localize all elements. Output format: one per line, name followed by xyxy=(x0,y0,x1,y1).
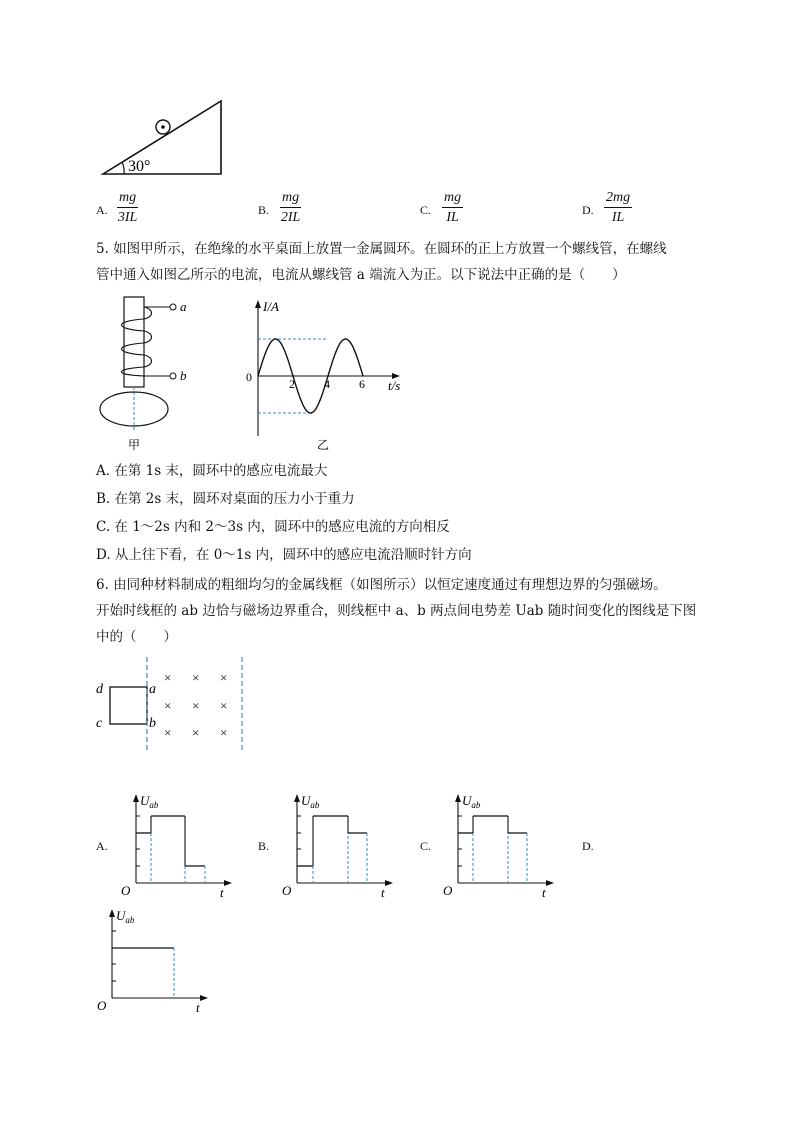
q4-option-c-denominator: IL xyxy=(446,210,459,225)
solenoid-core xyxy=(124,297,144,387)
t-axis-label: t xyxy=(220,885,224,900)
q5-option-c[interactable]: C. 在 1～2s 内和 2～3s 内，圆环中的感应电流的方向相反 xyxy=(96,519,450,535)
label-b: b xyxy=(149,716,156,731)
field-cross: × xyxy=(220,725,228,740)
terminal-a xyxy=(170,304,176,310)
q6-stem-line1: 6. 由同种材料制成的粗细均匀的金属线框（如图所示）以恒定速度通过有理想边界的匀强磁场。 xyxy=(96,577,667,593)
q5-stem-line1: 5. 如图甲所示，在绝缘的水平桌面上放置一金属圆环。在圆环的正上方放置一个螺线管，在螺线 xyxy=(96,241,667,257)
t-axis-arrow xyxy=(385,880,393,886)
q4-option-d-fraction xyxy=(604,190,632,226)
field-cross: × xyxy=(164,698,172,713)
u-axis-arrow xyxy=(455,794,461,802)
q4-option-c-letter: C. xyxy=(420,203,432,217)
q6-option-d-letter: D. xyxy=(582,839,594,853)
u-axis-arrow xyxy=(294,794,300,802)
current-out-dot xyxy=(161,125,165,129)
square-frame xyxy=(110,687,147,724)
graph-c xyxy=(438,790,558,900)
caption-yi: 乙 xyxy=(317,438,330,452)
field-cross: × xyxy=(220,670,228,685)
q4-option-b-fraction xyxy=(280,190,301,226)
field-cross: × xyxy=(164,670,172,685)
q5-option-d[interactable]: D. 从上往下看，在 0～1s 内，圆环中的感应电流沿顺时针方向 xyxy=(96,547,472,563)
q5-stem-line2: 管中通入如图乙所示的电流，电流从螺线管 a 端流入为正。以下说法中正确的是（ ） xyxy=(96,267,626,283)
field-cross: × xyxy=(192,725,200,740)
graph-d xyxy=(92,905,212,1015)
x-tick-label: 6 xyxy=(359,377,365,391)
q4-option-a-letter: A. xyxy=(96,203,108,217)
origin-label: O xyxy=(97,998,107,1013)
q4-option-a-denominator: 3IL xyxy=(117,210,138,225)
q6-option-c-letter: C. xyxy=(420,839,432,853)
q4-option-c-numerator: mg xyxy=(442,190,463,208)
q6-stem-line2: 开始时线框的 ab 边恰与磁场边界重合，则线框中 a、b 两点间电势差 Uab 随时间变化的图线是下图 xyxy=(96,603,697,619)
u-axis-label: $U_{ab}$ xyxy=(140,793,159,810)
u-axis-label: $U_{ab}$ xyxy=(462,793,481,810)
origin-label: O xyxy=(443,883,453,898)
q6-option-a-letter: A. xyxy=(96,839,108,853)
t-axis-label: t xyxy=(196,1000,200,1015)
origin-label: O xyxy=(121,883,131,898)
y-axis-arrow xyxy=(255,300,261,308)
u-axis-label: $U_{ab}$ xyxy=(301,793,320,810)
q4-option-d-denominator: IL xyxy=(611,210,625,225)
q6-stem-line3: 中的（ ） xyxy=(96,629,177,645)
t-axis-arrow xyxy=(546,880,554,886)
x-tick-label: 2 xyxy=(289,377,295,391)
field-cross: × xyxy=(220,698,228,713)
q5-option-a[interactable]: A. 在第 1s 末，圆环中的感应电流最大 xyxy=(96,463,328,479)
q5-option-b[interactable]: B. 在第 2s 末，圆环对桌面的压力小于重力 xyxy=(96,491,355,507)
field-cross: × xyxy=(164,725,172,740)
q4-option-a-fraction xyxy=(117,190,138,226)
q6-option-b-letter: B. xyxy=(258,839,270,853)
solenoid-coil xyxy=(122,307,171,376)
t-axis-label: t xyxy=(542,885,546,900)
angle-label: 30° xyxy=(128,158,151,175)
t-axis-label: t xyxy=(381,885,385,900)
q4-option-a-numerator: mg xyxy=(117,190,138,208)
field-cross: × xyxy=(192,670,200,685)
graph-b xyxy=(277,790,397,900)
incline-triangle xyxy=(103,101,221,174)
x-tick-label: 4 xyxy=(324,377,330,391)
label-b: b xyxy=(180,368,187,383)
caption-jia: 甲 xyxy=(128,438,141,452)
solenoid-figure xyxy=(94,292,204,454)
y-axis-label: I/A xyxy=(263,299,279,314)
frame-field-figure xyxy=(90,655,260,755)
u-axis-arrow xyxy=(109,909,115,917)
u-axis-label: $U_{ab}$ xyxy=(116,908,135,925)
q4-option-b-letter: B. xyxy=(258,203,270,217)
label-a: a xyxy=(180,299,187,314)
graph-a xyxy=(116,790,236,900)
incline-figure xyxy=(98,95,228,180)
q4-option-d-letter: D. xyxy=(582,203,594,217)
t-axis-arrow xyxy=(200,995,208,1001)
q4-option-d-numerator: 2mg xyxy=(604,190,632,208)
current-graph xyxy=(238,296,418,456)
angle-arc xyxy=(122,162,124,174)
label-d: d xyxy=(96,682,103,697)
field-cross: × xyxy=(192,698,200,713)
origin-label: 0 xyxy=(246,370,252,384)
t-axis-arrow xyxy=(224,880,232,886)
label-c: c xyxy=(96,716,103,731)
q4-option-c-fraction xyxy=(442,190,463,226)
origin-label: O xyxy=(282,883,292,898)
terminal-b xyxy=(170,373,176,379)
q4-option-b-denominator: 2IL xyxy=(280,210,301,225)
label-a: a xyxy=(149,682,156,697)
q4-option-b-numerator: mg xyxy=(280,190,301,208)
u-axis-arrow xyxy=(133,794,139,802)
x-axis-label: t/s xyxy=(388,378,401,393)
